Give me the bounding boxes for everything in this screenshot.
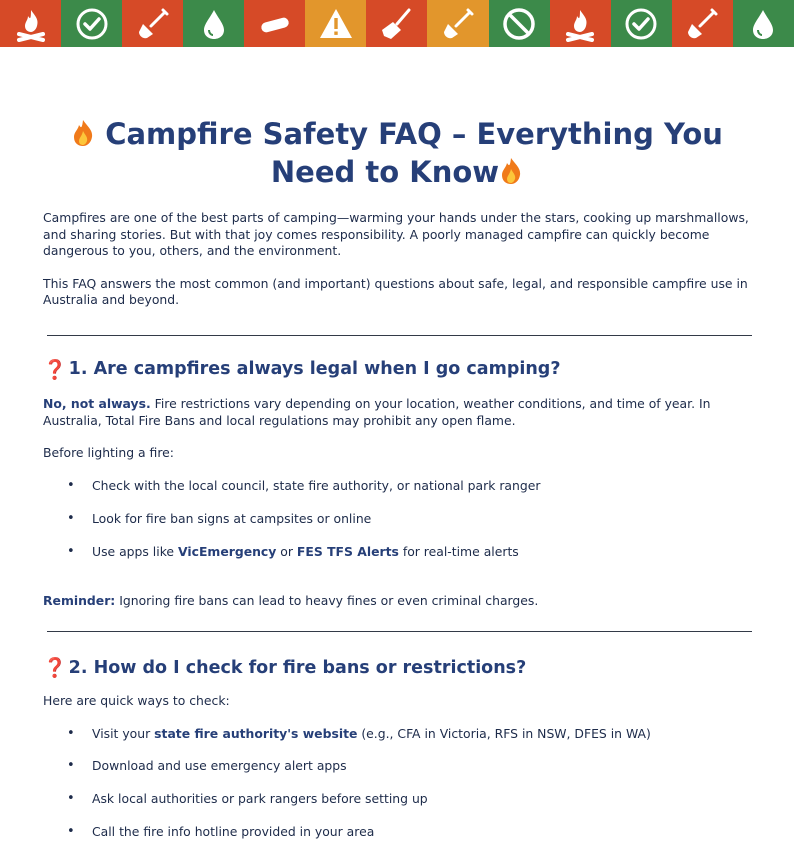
- document-body: [43, 47, 751, 840]
- fire-emoji-icon: [499, 157, 523, 185]
- question-mark-icon: ❓: [43, 358, 67, 381]
- list-item-text: for real-time alerts: [398, 543, 519, 559]
- banner-tile: [61, 0, 122, 47]
- answer-lead: No, not always.: [43, 395, 151, 411]
- shovel-icon: [684, 6, 720, 42]
- banner-tile: [489, 0, 550, 47]
- question-mark-icon: ❓: [43, 657, 67, 680]
- list-item-text: (e.g., CFA in Victoria, RFS in NSW, DFES in WA): [357, 725, 651, 741]
- list-item: [43, 544, 751, 561]
- banner-tile: [672, 0, 733, 47]
- list-item: • Call the fire info hotline provided in your area: [43, 824, 751, 841]
- question-title: 2. How do I check for fire bans or restrictions?: [68, 657, 527, 678]
- banner-tile: [244, 0, 305, 47]
- list-item: • Ask local authorities or park rangers before setting up: [43, 791, 751, 808]
- list-item: • Check with the local council, state fire authority, or national park ranger: [43, 478, 751, 495]
- question-title: 1. Are campfires always legal when I go camping?: [68, 359, 561, 380]
- checkmark-icon: [623, 6, 659, 42]
- banner-tile: [611, 0, 672, 47]
- list-item-text: Use apps like: [92, 543, 178, 559]
- banner-tile: [183, 0, 244, 47]
- checklist: [43, 726, 751, 840]
- water-drop-icon: [196, 6, 232, 42]
- warning-icon: [318, 6, 354, 42]
- shovel-icon: [135, 6, 171, 42]
- answer-paragraph: [43, 396, 751, 429]
- answer-text: Fire restrictions vary depending on your location, weather conditions, and time of year. In Australia, Total Fire Bans and local regulations may prohibit any open flame.: [43, 395, 711, 428]
- water-drop-icon: [745, 6, 781, 42]
- banner-tile: [550, 0, 611, 47]
- reminder-label: Reminder:: [43, 592, 116, 608]
- icon-banner: [0, 0, 794, 47]
- banner-tile: [122, 0, 183, 47]
- prohibited-icon: [501, 6, 537, 42]
- banner-tile: [366, 0, 427, 47]
- emphasis: state fire authority's website: [154, 725, 358, 741]
- divider: [47, 335, 752, 336]
- banner-tile: [733, 0, 794, 47]
- fire-emoji-icon: [71, 119, 95, 147]
- campfire-icon: [562, 6, 598, 42]
- list-item-text: or: [276, 543, 297, 559]
- marshmallow-icon: [257, 6, 293, 42]
- question-heading: [43, 358, 751, 381]
- list-item: • Download and use emergency alert apps: [43, 758, 751, 775]
- app-name: FES TFS Alerts: [296, 543, 399, 559]
- list-item-text: Visit your: [92, 725, 155, 741]
- quick-ways-label: Here are quick ways to check:: [43, 693, 230, 709]
- page-title: [43, 115, 751, 191]
- reminder-text: Ignoring fire bans can lead to heavy fines or even criminal charges.: [115, 592, 539, 608]
- checkmark-icon: [74, 6, 110, 42]
- shovel-icon: [440, 6, 476, 42]
- app-name: VicEmergency: [177, 543, 277, 559]
- divider: [47, 631, 752, 632]
- banner-tile: [427, 0, 488, 47]
- list-item: [43, 726, 751, 743]
- faq-intro-paragraph: This FAQ answers the most common (and important) questions about safe, legal, and responsible campfire use in Australia and beyond.: [43, 275, 748, 308]
- page-title-text: Campfire Safety FAQ – Everything You Need to Know: [105, 117, 723, 189]
- before-lighting-label: Before lighting a fire:: [43, 445, 174, 461]
- checklist: [43, 478, 751, 561]
- reminder-paragraph: [43, 593, 751, 610]
- question-heading: [43, 656, 751, 679]
- banner-tile: [305, 0, 366, 47]
- intro-paragraph: Campfires are one of the best parts of camping—warming your hands under the stars, cooking up marshmallows, and sharing stories. But with that joy comes responsibility. A poorly managed campfire can quickly become dangerous to you, others, and the environment.: [43, 210, 749, 259]
- campfire-icon: [13, 6, 49, 42]
- banner-tile: [0, 0, 61, 47]
- broom-icon: [379, 6, 415, 42]
- list-item: • Look for fire ban signs at campsites or online: [43, 511, 751, 528]
